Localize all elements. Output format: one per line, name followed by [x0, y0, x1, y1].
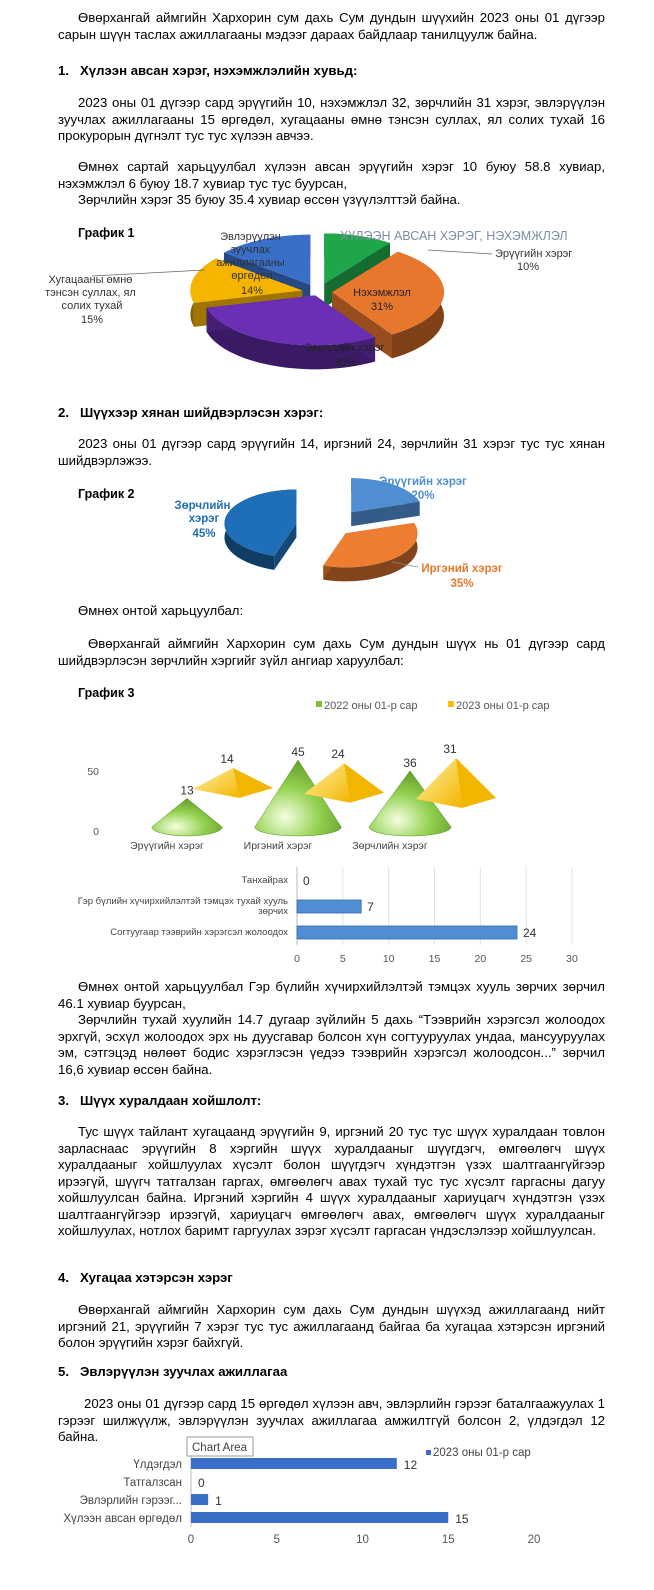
- section-2-paragraph-4: Өмнөх онтой харьцуулбал Гэр бүлийн хүчирхийлэлтэй тэмцэх хууль зөрчих зөрчил 46.1 хувиар буурсан, Зөрчлийн тухай хуулийн 14.7 дугаар зүйлийн 5 дахь “Тээврийн хэрэгсэл жолоодох эрхгүй, эсхүл жолоодох эрх нь дуусгавар болсон хүн согтууруулах ундаа, мансууруулах эм, сэтгэцэд нөлөөт бодис хэрэглэсэн үедээ тээврийн хэрэгсэл жолоодсон...” зөрчил 16,6 хувиар өссөн байна.: [58, 979, 605, 1077]
- chart-4-x-tick: 20: [474, 953, 487, 962]
- chart-1-slice-value: 30%: [333, 357, 357, 369]
- chart-2-slice-label: Эрүүгийн хэрэг: [379, 476, 467, 488]
- section-3-heading: 3. Шүүх хуралдаан хойшлолт:: [58, 1093, 262, 1108]
- section-2-heading: 2. Шүүхээр хянан шийдвэрлэсэн хэрэг:: [58, 405, 324, 420]
- chart-5-bar: [191, 1458, 397, 1469]
- chart-5-value-label: 12: [403, 1458, 418, 1472]
- section-3-paragraph-1: Тус шүүх тайлант хугацаанд эрүүгийн 9, иргэний 20 тус тус шүүх хуралдаан товлон зарласнаас эрүүгийн 8 хэргийн шүүх хуралдааныг шүүгдэгч, өмгөөлөгч шүүх хуралдааныг хойшлуулах хүсэлт болон шүүгдэгч хүндэтгэн үзэх шалтгаангүйгээр ирээгүй, шүүгч татгалзан гаргах, өмгөөлөгч авах тухай тус тус хүсэлт гаргасны дагуу хойшлуулсан байна. Иргэний хэргийн 4 шүүх хуралдааныг хариуцагч хүндэтгэн үзэх шалтгаангүйгээр ирээгүй, хариуцагч өмгөөлөгч авах, өмгөөлөгч шүүх хуралдааныг хойшлуулах, нотлох баримт гаргуулах зэрэг хүсэлт гаргасан үндэслэлээр хойшлуулсан.: [58, 1124, 605, 1238]
- chart-5-category-label: Эвлэрлийн гэрээг...: [79, 1495, 182, 1507]
- intro-paragraph: Өвөрхангай аймгийн Хархорин сум дахь Сум дундын шүүхийн 2023 оны 01 дүгээр сарын шүүн таслах ажиллагааны мэдээг дараах байдлаар танилцуулж байна.: [58, 10, 605, 42]
- chart-2-pie: [0, 470, 654, 600]
- chart-1-slice-label: Зөрчлийн хэрэг: [305, 342, 385, 354]
- chart-5-legend-swatch: [426, 1450, 431, 1455]
- chart-2-slice-label: Зөрчлийн хэрэг: [174, 500, 231, 525]
- chart-5-x-tick: 0: [187, 1534, 195, 1546]
- chart-2-slice-value: 45%: [192, 528, 216, 540]
- chart-4-category-label: Танхайрах: [241, 875, 288, 886]
- chart-4-x-tick: 30: [566, 953, 578, 962]
- chart-4-x-tick: 10: [382, 953, 395, 962]
- chart-4-x-tick: 0: [294, 953, 300, 962]
- chart-4-hbar: [0, 862, 654, 962]
- chart-5-category-label: Хүлээн авсан өргөдөл: [63, 1513, 182, 1525]
- chart-5-category-label: Үлдэгдэл: [133, 1459, 182, 1471]
- section-2-paragraph-2: Өмнөх онтой харьцуулбал:: [78, 603, 244, 618]
- section-2-paragraph-3: Өвөрхангай аймгийн Хархорин сум дахь Сум дундын шүүх нь 01 дүгээр сард шийдвэрлэсэн зөрчлийн хэргийг зүйл ангиар харуулбал:: [58, 636, 605, 668]
- section-1-heading: 1. Хүлээн авсан хэрэг, нэхэмжлэлийн хувьд:: [58, 63, 358, 78]
- chart-3-value-label: 24: [331, 747, 345, 762]
- chart-5-category-label: Татгалзсан: [123, 1477, 182, 1489]
- chart-5-x-tick: 20: [527, 1534, 541, 1546]
- chart-3-category-label: Эрүүгийн хэрэг: [130, 840, 204, 852]
- chart-1-slice-value: 14%: [240, 285, 264, 297]
- graph-3-label: График 3: [78, 686, 135, 700]
- section-2-paragraph-1: 2023 оны 01 дүгээр сард эрүүгийн 14, иргэний 24, зөрчлийн 31 хэрэг тус тус хянан шийдвэрлэжээ.: [58, 436, 605, 468]
- chart-2-slice-value: 35%: [450, 578, 474, 590]
- chart-4-category-label: Согтуугаар тээврийн хэрэгсэл жолоодох: [110, 927, 288, 938]
- chart-3-value-label: 13: [180, 783, 194, 798]
- chart-4-value-label: 24: [523, 926, 537, 940]
- chart-4-category-label: Гэр бүлийн хүчирхийлэлтэй тэмцэх тухай хууль зөрчих: [77, 896, 288, 917]
- chart-3-y-tick: 50: [87, 766, 99, 778]
- section-5-paragraph-1: 2023 оны 01 дүгээр сард 15 өргөдөл хүлээн авч, эвлэрлийн гэрээг баталгаажуулах 1 гэрээг шилжүүлж, эвлэрүүлэн зуучлах ажиллагаа амжилтгүй болсон 2, үлдэгдэл 12 байна.: [58, 1396, 605, 1444]
- chart-1-slice-value: 31%: [370, 301, 394, 313]
- graph-1-label: График 1: [78, 226, 135, 240]
- graph-2-label: График 2: [78, 487, 135, 501]
- chart-3-legend-label: 2023 оны 01-р сар: [456, 700, 550, 712]
- chart-5-x-tick: 15: [441, 1534, 455, 1546]
- chart-4-x-tick: 5: [339, 953, 346, 962]
- svg-text:Chart Area: Chart Area: [192, 1442, 247, 1454]
- chart-4-x-tick: 25: [520, 953, 533, 962]
- chart-4-value-label: 0: [303, 874, 310, 888]
- chart-3-value-label: 31: [443, 742, 457, 757]
- chart-3-pyramid-face: [456, 758, 496, 808]
- chart-2-slice-label: Иргэний хэрэг: [421, 563, 503, 575]
- section-1-paragraph-1: 2023 оны 01 дүгээр сард эрүүгийн 10, нэхэмжлэл 32, зөрчлийн 31 хэрэг, эвлэрүүлэн зуучлах ажиллагааны 15 өргөдөл, хугацааны өмнө тэнсэн суллах, ял солих тухай 16 прокурорын дүгнэлт тус тус хүлээн авчээ.: [58, 95, 605, 143]
- chart-3-legend-swatch: [316, 701, 322, 707]
- chart-5-value-label: 15: [455, 1512, 469, 1526]
- chart-3-legend-label: 2022 оны 01-р сар: [324, 700, 418, 712]
- chart-3-value-label: 36: [403, 755, 417, 770]
- chart-5-value-label: 0: [198, 1476, 205, 1490]
- chart-5-hbar: [0, 1435, 654, 1590]
- chart-4-bar: [297, 900, 361, 913]
- chart-3-y-tick: 0: [93, 826, 99, 838]
- chart-4-value-label: 7: [367, 900, 374, 914]
- chart-5-x-tick: 10: [356, 1534, 369, 1546]
- chart-1-leader-line: [428, 250, 492, 254]
- chart-1-slice-value: 15%: [80, 314, 104, 326]
- chart-5-bar: [191, 1494, 208, 1505]
- chart-1-slice-label: Нэхэмжлэл: [353, 287, 411, 299]
- chart-4-x-tick: 15: [428, 953, 441, 962]
- chart-3-legend-swatch: [448, 701, 454, 707]
- chart-4-bar: [297, 926, 517, 939]
- chart-3-pyramid-face: [344, 763, 384, 803]
- chart-1-slice-label: Эрүүгийн хэрэг: [495, 248, 573, 260]
- chart-1-slice-label: Хугацааны өмнө тэнсэн суллах, ял солих тухай: [45, 274, 136, 312]
- chart-2-slice-value: 20%: [411, 490, 435, 502]
- chart-3-value-label: 14: [220, 752, 234, 766]
- chart-3-cone: [152, 798, 223, 836]
- chart-1-slice-value: 10%: [516, 261, 540, 273]
- chart-3-cones: [0, 690, 654, 860]
- section-4-heading: 4. Хугацаа хэтэрсэн хэрэг: [58, 1270, 233, 1285]
- chart-5-value-label: 1: [215, 1494, 222, 1508]
- chart-3-pyramid-face: [233, 768, 273, 798]
- chart-3-value-label: 45: [291, 745, 305, 759]
- chart-5-bar: [191, 1512, 448, 1523]
- section-1-paragraph-2: Өмнөх сартай харьцуулбал хүлээн авсан эрүүгийн хэрэг 10 буюу 58.8 хувиар, нэхэмжлэл 6 буюу 18.7 хувиар тус тус буурсан, Зөрчлийн хэрэг 35 буюу 35.4 хувиар өссөн үзүүлэлттэй байна.: [58, 159, 605, 207]
- chart-5-x-tick: 5: [273, 1534, 280, 1546]
- chart-3-pyramid: [193, 768, 239, 798]
- chart-1-title: ХҮЛЭЭН АВСАН ХЭРЭГ, НЭХЭМЖЛЭЛ: [340, 229, 568, 243]
- chart-3-category-label: Зөрчлийн хэрэг: [352, 840, 428, 852]
- chart-1-slice-label: Эвлэрүүлэн зуучлах ажиллагааны өргөдөл: [216, 231, 285, 282]
- chart-3-category-label: Иргэний хэрэг: [243, 840, 313, 852]
- section-4-paragraph-1: Өвөрхангай аймгийн Хархорин сум дахь Сум дундын шүүхэд ажиллагаанд нийт иргэний 21, эрүүгийн 7 хэрэг тус тус ажиллагаанд байгаа ба хугацаа хэтэрсэн иргэний болон эрүүгийн хэрэг байхгүй.: [58, 1302, 605, 1350]
- section-5-heading: 5. Эвлэрүүлэн зуучлах ажиллагаа: [58, 1364, 288, 1379]
- chart-area-tooltip: [187, 1437, 253, 1456]
- chart-1-pie: [0, 220, 654, 390]
- chart-5-legend-label: 2023 оны 01-р сар: [433, 1447, 531, 1459]
